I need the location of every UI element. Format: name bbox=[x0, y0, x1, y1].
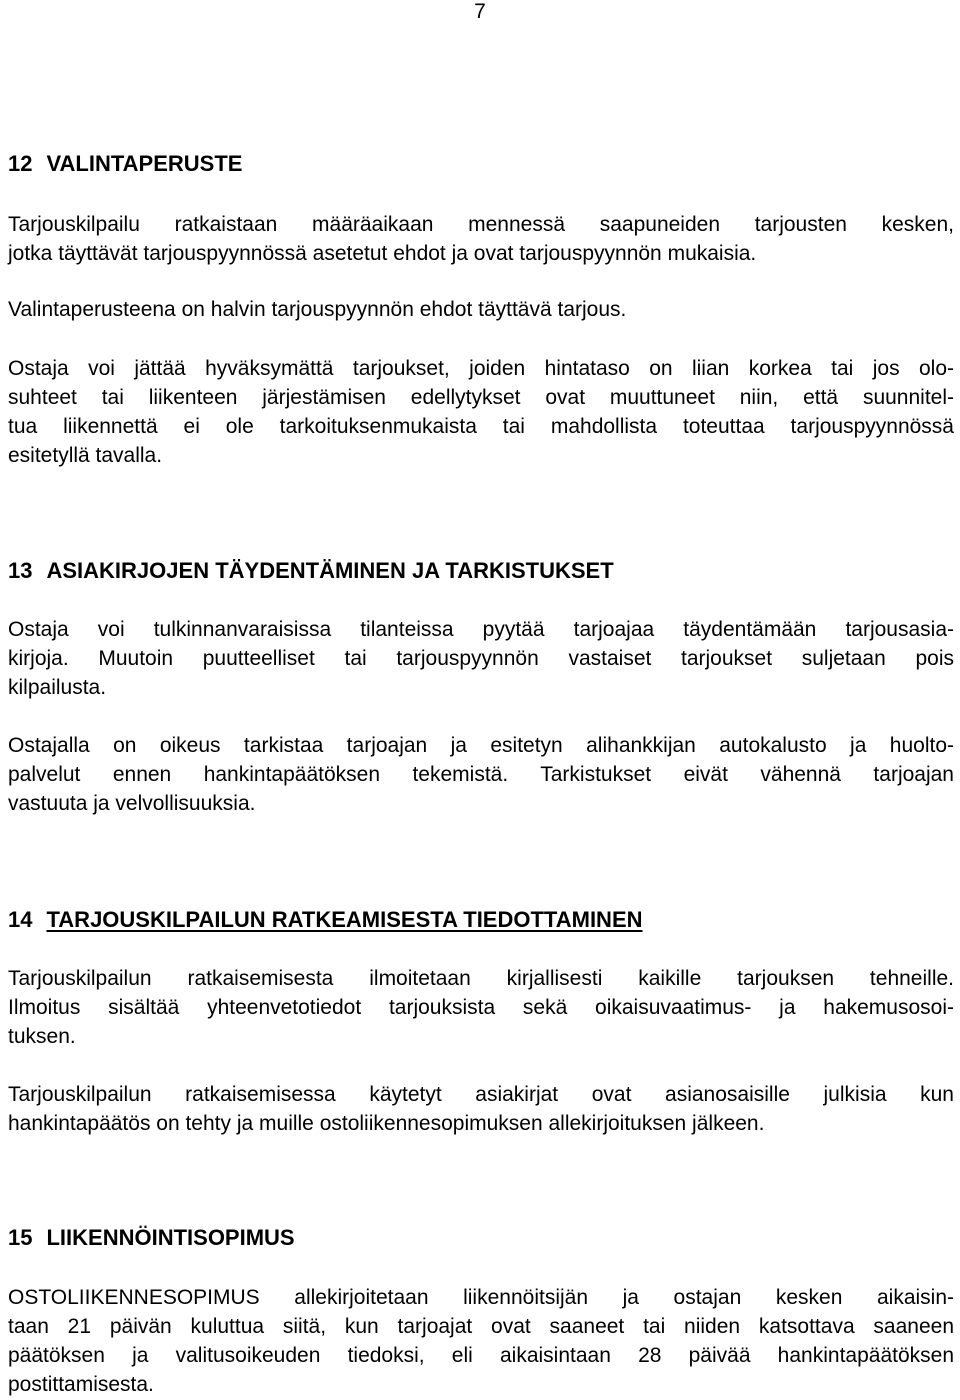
paragraph-line: vastuuta ja velvollisuuksia. bbox=[8, 792, 256, 815]
section-title: LIIKENNÖINTISOPIMUS bbox=[46, 1225, 295, 1250]
page-number: 7 bbox=[474, 0, 486, 23]
section-heading-14 bbox=[8, 906, 643, 934]
section-heading-13 bbox=[8, 557, 614, 585]
paragraph bbox=[8, 731, 954, 818]
paragraph-line: Valintaperusteena on halvin tarjouspyynnön ehdot täyttävä tarjous. bbox=[8, 298, 627, 321]
paragraph bbox=[8, 615, 954, 702]
paragraph-line: tuksen. bbox=[8, 1025, 76, 1048]
paragraph-line: kilpailusta. bbox=[8, 676, 107, 699]
section-number: 12 bbox=[8, 151, 33, 176]
section-title: ASIAKIRJOJEN TÄYDENTÄMINEN JA TARKISTUKSET bbox=[46, 558, 614, 583]
paragraph-line: kirjoja. Muutoin puutteelliset tai tarjouspyynnön vastaiset tarjoukset suljetaan pois bbox=[8, 647, 954, 670]
paragraph-line: postittamisesta. bbox=[8, 1373, 154, 1396]
paragraph bbox=[8, 1080, 954, 1138]
paragraph-line: Tarjouskilpailun ratkaisemisesta ilmoitetaan kirjallisesti kaikille tarjouksen tehneille. bbox=[8, 967, 954, 990]
section-title: VALINTAPERUSTE bbox=[46, 151, 243, 176]
paragraph-line: palvelut ennen hankintapäätöksen tekemistä. Tarkistukset eivät vähennä tarjoajan bbox=[8, 763, 954, 786]
section-title: TARJOUSKILPAILUN RATKEAMISESTA TIEDOTTAMINEN bbox=[46, 907, 643, 932]
paragraph-line: Ostaja voi tulkinnanvaraisissa tilanteissa pyytää tarjoajaa täydentämään tarjousasia- bbox=[8, 618, 954, 641]
paragraph bbox=[8, 1283, 954, 1399]
paragraph-line: päätöksen ja valitusoikeuden tiedoksi, eli aikaisintaan 28 päivää hankintapäätöksen bbox=[8, 1344, 954, 1367]
paragraph-line: OSTOLIIKENNESOPIMUS allekirjoitetaan liikennöitsijän ja ostajan kesken aikaisin- bbox=[8, 1286, 954, 1309]
paragraph-line: Ilmoitus sisältää yhteenvetotiedot tarjouksista sekä oikaisuvaatimus- ja hakemusosoi- bbox=[8, 996, 954, 1019]
section-number: 14 bbox=[8, 907, 33, 932]
paragraph-line: Ostaja voi jättää hyväksymättä tarjoukset, joiden hintataso on liian korkea tai jos olo- bbox=[8, 357, 954, 380]
paragraph bbox=[8, 210, 954, 268]
paragraph-line: Tarjouskilpailun ratkaisemisessa käytetyt asiakirjat ovat asianosaisille julkisia kun bbox=[8, 1083, 954, 1106]
paragraph bbox=[8, 295, 954, 324]
paragraph-line: taan 21 päivän kuluttua siitä, kun tarjoajat ovat saaneet tai niiden katsottava saaneen bbox=[8, 1315, 954, 1338]
paragraph bbox=[8, 964, 954, 1051]
paragraph-line: suhteet tai liikenteen järjestämisen edellytykset ovat muuttuneet niin, että suunnitel- bbox=[8, 386, 954, 409]
paragraph-line: Tarjouskilpailu ratkaistaan määräaikaan mennessä saapuneiden tarjousten kesken, bbox=[8, 213, 954, 236]
paragraph-line: esitetyllä tavalla. bbox=[8, 444, 163, 467]
paragraph-line: Ostajalla on oikeus tarkistaa tarjoajan ja esitetyn alihankkijan autokalusto ja huolto- bbox=[8, 734, 954, 757]
section-number: 13 bbox=[8, 558, 33, 583]
section-number: 15 bbox=[8, 1225, 33, 1250]
section-heading-12 bbox=[8, 150, 242, 178]
paragraph-line: tua liikennettä ei ole tarkoituksenmukaista tai mahdollista toteuttaa tarjouspyynnössä bbox=[8, 415, 954, 438]
paragraph-line: hankintapäätös on tehty ja muille ostoliikennesopimuksen allekirjoituksen jälkeen. bbox=[8, 1112, 765, 1135]
section-heading-15 bbox=[8, 1224, 295, 1252]
paragraph bbox=[8, 354, 954, 470]
paragraph-line: jotka täyttävät tarjouspyynnössä asetetut ehdot ja ovat tarjouspyynnön mukaisia. bbox=[8, 242, 757, 265]
